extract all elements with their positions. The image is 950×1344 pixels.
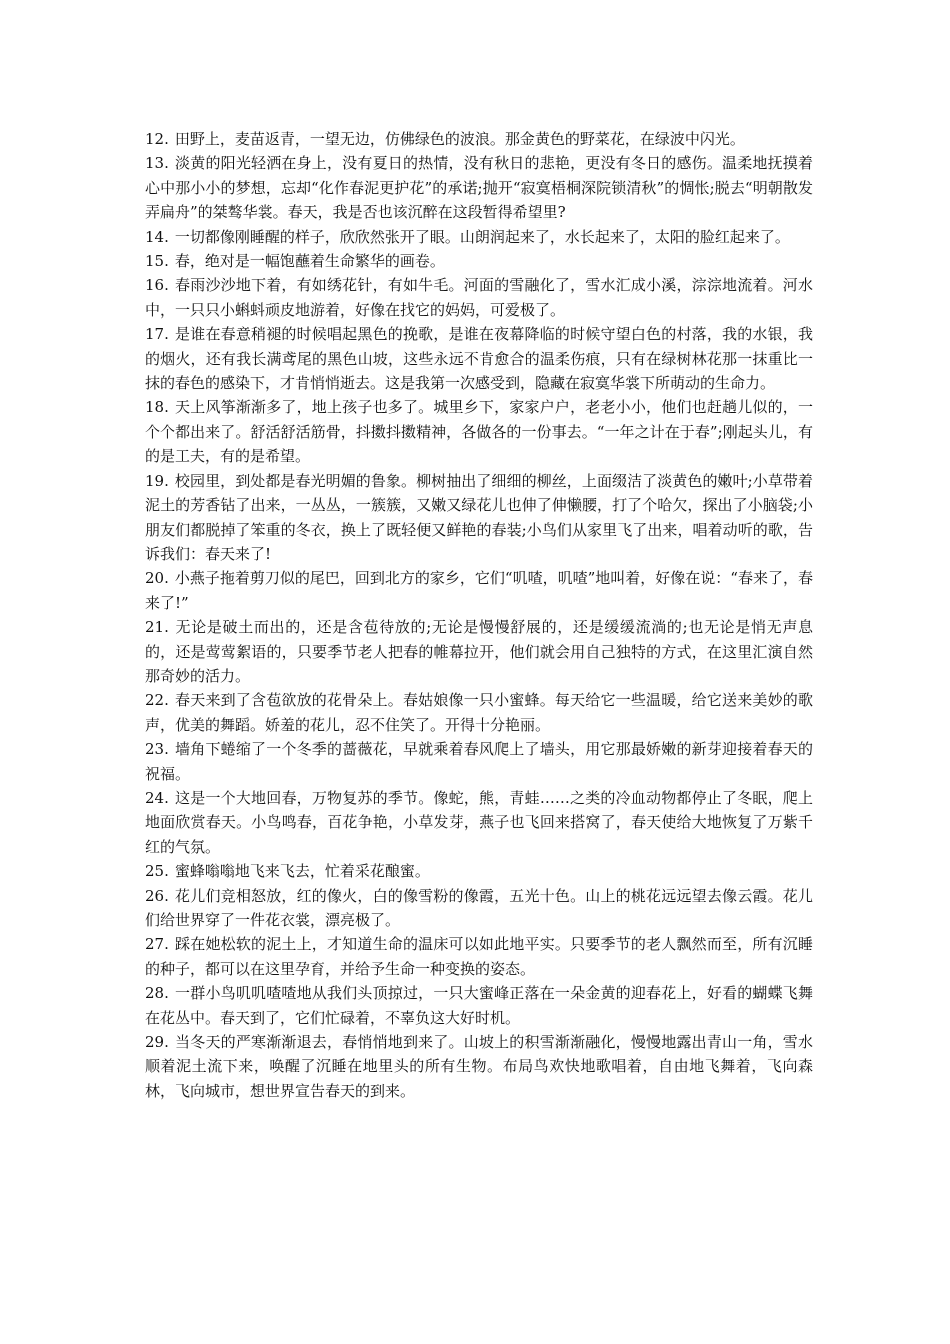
paragraph-23	[145, 737, 813, 786]
paragraph-number: 22.	[145, 691, 169, 710]
paragraph-number: 23.	[145, 740, 169, 759]
paragraph-number: 27.	[145, 935, 169, 954]
paragraph-26	[145, 884, 813, 933]
paragraph-29	[145, 1030, 813, 1103]
paragraph-17	[145, 322, 813, 395]
paragraph-number: 13.	[145, 154, 169, 173]
paragraph-text: 当冬天的严寒渐渐退去，春悄悄地到来了。山坡上的积雪渐渐融化，慢慢地露出青山一角，雪水顺着泥土流下来，唤醒了沉睡在地里头的所有生物。布局鸟欢快地歌唱着，自由地飞舞着，飞向森林，飞向城市，想世界宣告春天的到来。	[145, 1033, 813, 1100]
paragraph-text: 这是一个大地回春，万物复苏的季节。像蛇，熊，青蛙……之类的冷血动物都停止了冬眠，爬上地面欣赏春天。小鸟鸣春，百花争艳，小草发芽，燕子也飞回来搭窝了，春天使给大地恢复了万紫千红的气氛。	[145, 788, 813, 856]
paragraph-21	[145, 615, 813, 688]
paragraph-number: 28.	[145, 984, 169, 1003]
paragraph-25	[145, 859, 813, 883]
paragraph-number: 20.	[145, 569, 169, 588]
paragraph-19	[145, 469, 813, 567]
paragraph-text: 天上风筝渐渐多了，地上孩子也多了。城里乡下，家家户户，老老小小，他们也赶趟儿似的，一个个都出来了。舒活舒活筋骨，抖擞抖擞精神，各做各的一份事去。“一年之计在于春”;刚起头儿，有的是工夫，有的是希望。	[145, 398, 813, 466]
paragraph-number: 16.	[145, 276, 169, 295]
paragraph-text: 淡黄的阳光轻洒在身上，没有夏日的热情，没有秋日的悲艳，更没有冬日的感伤。温柔地抚摸着心中那小小的梦想，忘却“化作春泥更护花”的承诺;抛开“寂寞梧桐深院锁清秋”的惆怅;脱去“明朝散发弄扁舟”的桀骜华裳。春天，我是否也该沉醉在这段暂得希望里?	[145, 154, 813, 222]
paragraph-28	[145, 981, 813, 1030]
paragraph-14	[145, 225, 813, 249]
paragraph-12	[145, 127, 813, 151]
paragraph-text: 花儿们竞相怒放，红的像火，白的像雪粉的像霞，五光十色。山上的桃花远远望去像云霞。花儿们给世界穿了一件花衣裳，漂亮极了。	[145, 886, 813, 929]
paragraph-22	[145, 688, 813, 737]
paragraph-text: 一切都像刚睡醒的样子，欣欣然张开了眼。山朗润起来了，水长起来了，太阳的脸红起来了。	[174, 227, 790, 246]
paragraph-number: 29.	[145, 1033, 169, 1052]
paragraph-text: 春，绝对是一幅饱蘸着生命繁华的画卷。	[174, 252, 445, 271]
paragraph-number: 25.	[145, 862, 169, 881]
paragraph-number: 19.	[145, 471, 169, 490]
paragraph-13	[145, 151, 813, 224]
paragraph-24	[145, 786, 813, 859]
paragraph-16	[145, 273, 813, 322]
paragraph-27	[145, 932, 813, 981]
paragraph-text: 田野上，麦苗返青，一望无边，仿佛绿色的波浪。那金黄色的野菜花，在绿波中闪光。	[174, 130, 745, 148]
paragraph-number: 14.	[145, 227, 169, 246]
paragraph-text: 春天来到了含苞欲放的花骨朵上。春姑娘像一只小蜜蜂。每天给它一些温暖，给它送来美妙的歌声，优美的舞蹈。娇羞的花儿，忍不住笑了。开得十分艳丽。	[145, 691, 813, 734]
document-page	[145, 127, 813, 1103]
paragraph-text: 墙角下蜷缩了一个冬季的蔷薇花，早就乘着春风爬上了墙头，用它那最娇嫩的新芽迎接着春天的祝福。	[145, 740, 813, 783]
paragraph-text: 一群小鸟叽叽喳喳地从我们头顶掠过，一只大蜜峰正落在一朵金黄的迎春花上，好看的蝴蝶飞舞在花丛中。春天到了，它们忙碌着，不辜负这大好时机。	[145, 984, 813, 1027]
paragraph-number: 17.	[145, 325, 169, 344]
paragraph-text: 蜜蜂嗡嗡地飞来飞去，忙着采花酿蜜。	[174, 862, 430, 881]
paragraph-number: 12.	[145, 130, 169, 148]
paragraph-number: 21.	[145, 618, 169, 637]
paragraph-text: 是谁在春意稍褪的时候唱起黑色的挽歌，是谁在夜幕降临的时候守望白色的村落，我的水银，我的烟火，还有我长满鸢尾的黑色山坡，这些永远不肯愈合的温柔伤痕，只有在绿树林花那一抹重比一抹的春色的感染下，才肯悄悄逝去。这是我第一次感受到，隐藏在寂寞华裳下所萌动的生命力。	[145, 325, 813, 393]
paragraph-number: 15.	[145, 252, 169, 271]
paragraph-text: 校园里，到处都是春光明媚的鲁象。柳树抽出了细细的柳丝，上面缀洁了淡黄色的嫩叶;小草带着泥土的芳香钻了出来，一丛丛，一簇簇，又嫩又绿花儿也伸了伸懒腰，打了个哈欠，探出了小脑袋;小朋友们都脱掉了笨重的冬衣，换上了既轻便又鲜艳的春装;小鸟们从家里飞了出来，唱着动听的歌，告诉我们：春天来了!	[145, 471, 813, 563]
paragraph-number: 18.	[145, 398, 169, 417]
paragraph-18	[145, 395, 813, 468]
paragraph-text: 春雨沙沙地下着，有如绣花针，有如牛毛。河面的雪融化了，雪水汇成小溪，淙淙地流着。河水中，一只只小蝌蚪顽皮地游着，好像在找它的妈妈，可爱极了。	[145, 276, 813, 319]
paragraph-text: 踩在她松软的泥土上，才知道生命的温床可以如此地平实。只要季节的老人飘然而至，所有沉睡的种子，都可以在这里孕育，并给予生命一种变换的姿态。	[145, 935, 813, 978]
paragraph-15	[145, 249, 813, 273]
paragraph-number: 26.	[145, 886, 169, 905]
paragraph-text: 小燕子拖着剪刀似的尾巴，回到北方的家乡，它们“叽喳，叽喳”地叫着，好像在说：“春来了，春来了!”	[145, 569, 813, 612]
paragraph-number: 24.	[145, 788, 169, 807]
paragraph-text: 无论是破土而出的，还是含苞待放的;无论是慢慢舒展的，还是缓缓流淌的;也无论是悄无声息的，还是莺莺絮语的，只要季节老人把春的帷幕拉开，他们就会用自己独特的方式，在这里汇演自然那奇妙的活力。	[145, 618, 813, 685]
paragraph-20	[145, 566, 813, 615]
